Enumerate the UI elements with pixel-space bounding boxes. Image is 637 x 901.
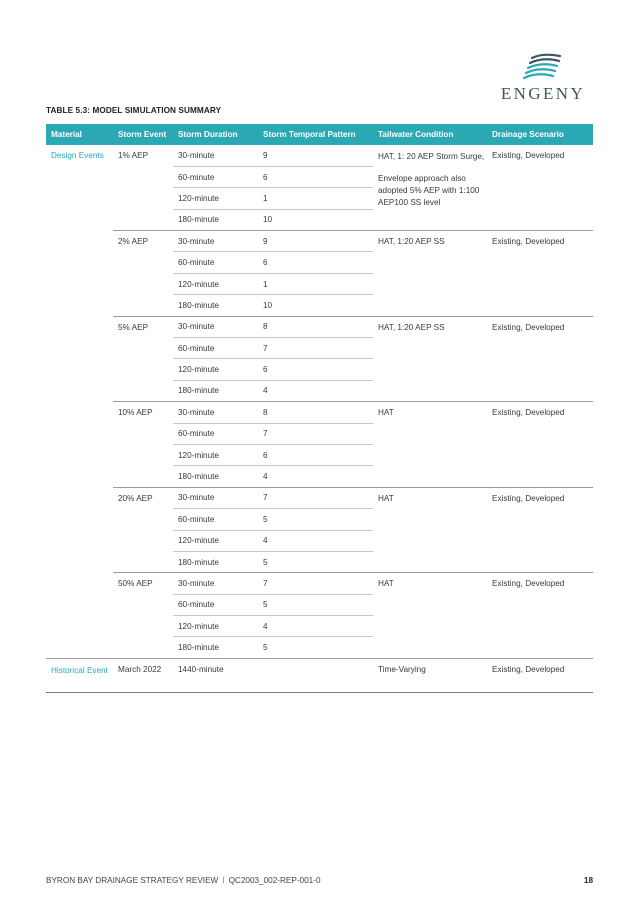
pattern-cell: 4 (258, 466, 373, 487)
duration-cell: 60-minute (173, 252, 258, 273)
scenario-cell: Existing, Developed (487, 487, 593, 573)
page-footer (46, 876, 593, 885)
header-storm-duration: Storm Duration (173, 124, 258, 145)
footer-report-code: QC2003_002-REP-001-0 (228, 876, 321, 885)
tailwater-cell (373, 145, 487, 231)
duration-cell: 180-minute (173, 380, 258, 401)
pattern-cell: 10 (258, 295, 373, 316)
duration-cell: 120-minute (173, 444, 258, 465)
table-row (46, 573, 593, 594)
pattern-cell: 6 (258, 252, 373, 273)
storm-event-cell: March 2022 (113, 658, 173, 692)
pattern-cell: 9 (263, 150, 268, 160)
table-row (46, 658, 593, 692)
duration-cell: 60-minute (173, 509, 258, 530)
scenario-cell: Existing, Developed (487, 573, 593, 659)
storm-event-cell: 50% AEP (113, 573, 173, 659)
engeny-wave-logo-icon (522, 52, 564, 82)
pattern-cell: 1 (258, 273, 373, 294)
tailwater-text: HAT, 1: 20 AEP Storm Surge, (378, 152, 485, 161)
simulation-summary-table (46, 124, 593, 693)
pattern-cell: 7 (258, 338, 373, 359)
scenario-cell: Existing, Developed (487, 316, 593, 402)
duration-cell: 30-minute (178, 150, 215, 160)
duration-cell: 120-minute (173, 616, 258, 637)
duration-cell: 180-minute (173, 209, 258, 230)
pattern-cell: 5 (258, 594, 373, 615)
duration-cell: 120-minute (173, 188, 258, 209)
header-material: Material (46, 124, 113, 145)
storm-event-cell: 20% AEP (113, 487, 173, 573)
scenario-cell: Existing, Developed (487, 231, 593, 317)
table-header-row (46, 124, 593, 145)
material-cell (46, 658, 113, 692)
footer-report-title: BYRON BAY DRAINAGE STRATEGY REVIEW (46, 876, 219, 885)
storm-event-cell: 2% AEP (113, 231, 173, 317)
duration-cell: 180-minute (173, 295, 258, 316)
pattern-cell: 5 (258, 637, 373, 658)
pattern-cell: 6 (258, 359, 373, 380)
tailwater-cell: HAT, 1:20 AEP SS (373, 231, 487, 317)
storm-event-cell: 10% AEP (113, 402, 173, 488)
table-title: TABLE 5.3: MODEL SIMULATION SUMMARY (46, 106, 222, 115)
scenario-cell: Existing, Developed (487, 402, 593, 488)
duration-cell: 180-minute (173, 466, 258, 487)
footer-separator: I (222, 876, 225, 885)
header-tailwater-condition: Tailwater Condition (373, 124, 487, 145)
pattern-cell: 7 (258, 573, 373, 594)
logo-wordmark: ENGENY (500, 84, 586, 103)
duration-cell: 60-minute (173, 166, 258, 187)
pattern-cell: 1 (258, 188, 373, 209)
tailwater-cell: HAT (373, 573, 487, 659)
table-row (46, 145, 593, 166)
duration-cell: 120-minute (173, 273, 258, 294)
duration-cell: 60-minute (173, 423, 258, 444)
tailwater-cell: HAT (373, 402, 487, 488)
scenario-cell: Existing, Developed (487, 658, 593, 692)
tailwater-cell: HAT (373, 487, 487, 573)
scenario-cell: Existing, Developed (492, 151, 565, 160)
pattern-cell: 5 (258, 509, 373, 530)
duration-cell: 180-minute (173, 551, 258, 572)
duration-cell: 30-minute (173, 487, 258, 508)
storm-event-cell: 5% AEP (113, 316, 173, 402)
pattern-cell: 4 (258, 616, 373, 637)
pattern-cell: 7 (258, 423, 373, 444)
storm-event-cell: 1% AEP (118, 151, 149, 160)
material-cell: Design Events (51, 151, 104, 160)
table-row (46, 231, 593, 252)
pattern-cell: 9 (258, 231, 373, 252)
pattern-cell: 10 (258, 209, 373, 230)
table-row (46, 402, 593, 423)
pattern-cell: 4 (258, 380, 373, 401)
pattern-cell: 6 (258, 444, 373, 465)
duration-cell: 120-minute (173, 359, 258, 380)
material-historical: Historical Event (51, 665, 108, 675)
tailwater-note: Envelope approach also adopted 5% AEP with 1:100 AEP100 SS level (378, 174, 480, 207)
duration-cell: 60-minute (173, 338, 258, 359)
page-number: 18 (583, 876, 593, 885)
header-drainage-scenario: Drainage Scenario (487, 124, 593, 145)
duration-cell: 30-minute (173, 573, 258, 594)
header-storm-temporal-pattern: Storm Temporal Pattern (258, 124, 373, 145)
pattern-cell: 7 (258, 487, 373, 508)
pattern-cell: 5 (258, 551, 373, 572)
header-storm-event: Storm Event (113, 124, 173, 145)
duration-cell: 30-minute (173, 231, 258, 252)
engeny-logo (497, 52, 589, 104)
duration-cell: 30-minute (173, 316, 258, 337)
tailwater-cell: HAT, 1:20 AEP SS (373, 316, 487, 402)
duration-cell: 120-minute (173, 530, 258, 551)
duration-cell: 60-minute (173, 594, 258, 615)
duration-cell: 30-minute (173, 402, 258, 423)
pattern-cell (258, 658, 373, 692)
table-row (46, 487, 593, 508)
pattern-cell: 4 (258, 530, 373, 551)
duration-cell: 1440-minute (173, 658, 258, 692)
table-row (46, 316, 593, 337)
pattern-cell: 6 (258, 166, 373, 187)
pattern-cell: 8 (258, 402, 373, 423)
tailwater-cell: Time-Varying (373, 658, 487, 692)
duration-cell: 180-minute (173, 637, 258, 658)
pattern-cell: 8 (258, 316, 373, 337)
